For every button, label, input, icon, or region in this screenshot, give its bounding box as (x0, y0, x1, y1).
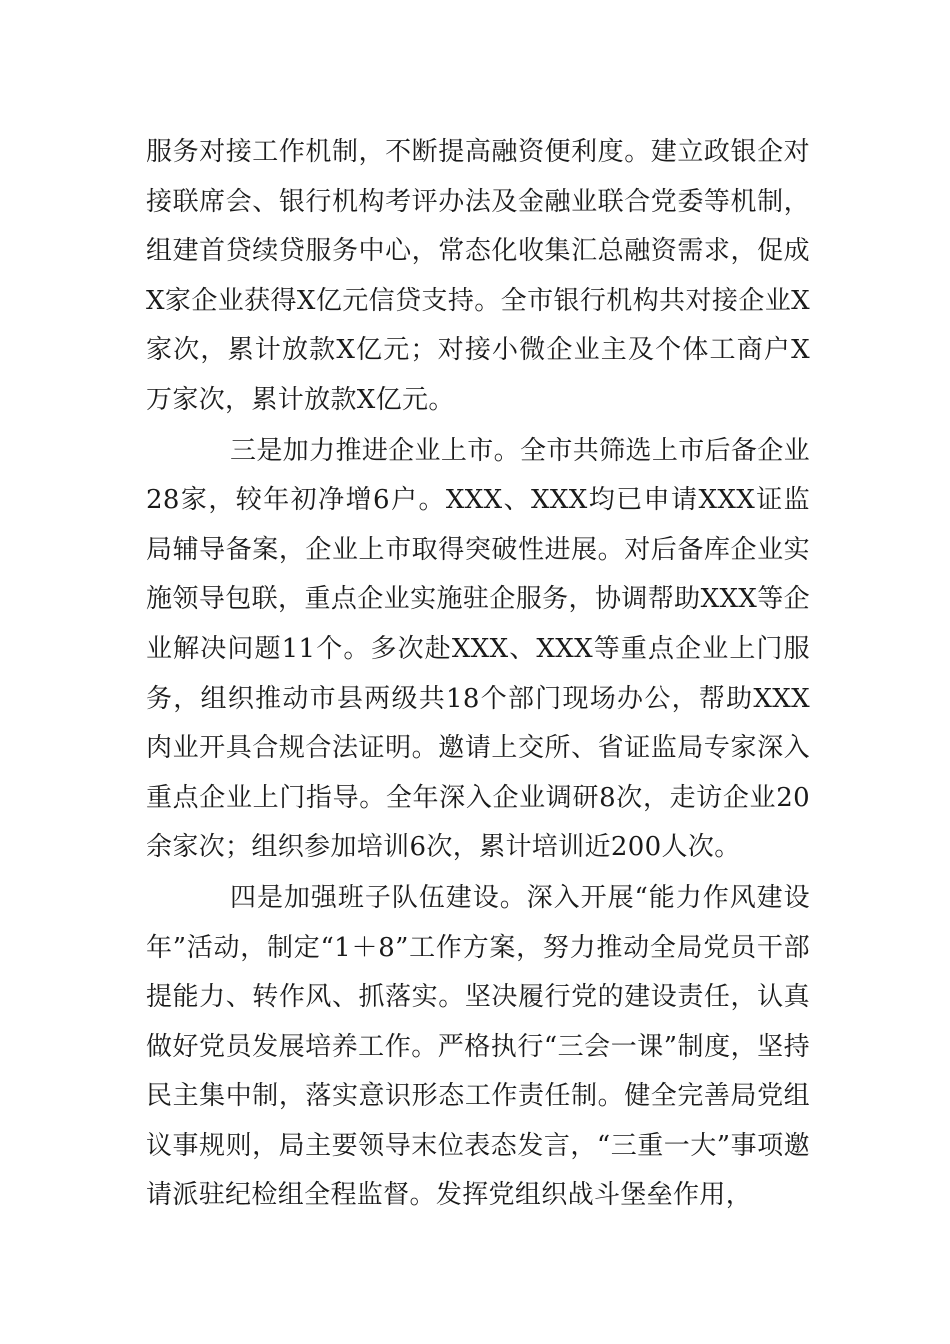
document-body (146, 128, 810, 1222)
paragraph-team-building: 四是加强班子队伍建设。深入开展“能力作风建设年”活动，制定“1＋8”工作方案，努力推动全局党员干部提能力、转作风、抓落实。坚决履行党的建设责任，认真做好党员发展培养工作。严格执行“三会一课”制度，坚持民主集中制，落实意识形态工作责任制。健全完善局党组议事规则，局主要领导末位表态发言，“三重一大”事项邀请派驻纪检组全程监督。发挥党组织战斗堡垒作用， (146, 882, 810, 1211)
paragraph-financing-services: 服务对接工作机制，不断提高融资便利度。建立政银企对接联席会、银行机构考评办法及金融业联合党委等机制，组建首贷续贷服务中心，常态化收集汇总融资需求，促成X家企业获得X亿元信贷支持。全市银行机构共对接企业X家次，累计放款X亿元；对接小微企业主及个体工商户X万家次，累计放款X亿元。 (146, 137, 810, 415)
paragraph-enterprise-listing: 三是加力推进企业上市。全市共筛选上市后备企业28家，较年初净增6户。XXX、XXX均已申请XXX证监局辅导备案，企业上市取得突破性进展。对后备库企业实施领导包联，重点企业实施驻企服务，协调帮助XXX等企业解决问题11个。多次赴XXX、XXX等重点企业上门服务，组织推动市县两级共18个部门现场办公，帮助XXX肉业开具合规合法证明。邀请上交所、省证监局专家深入重点企业上门指导。全年深入企业调研8次，走访企业20余家次；组织参加培训6次，累计培训近200人次。 (146, 435, 810, 863)
